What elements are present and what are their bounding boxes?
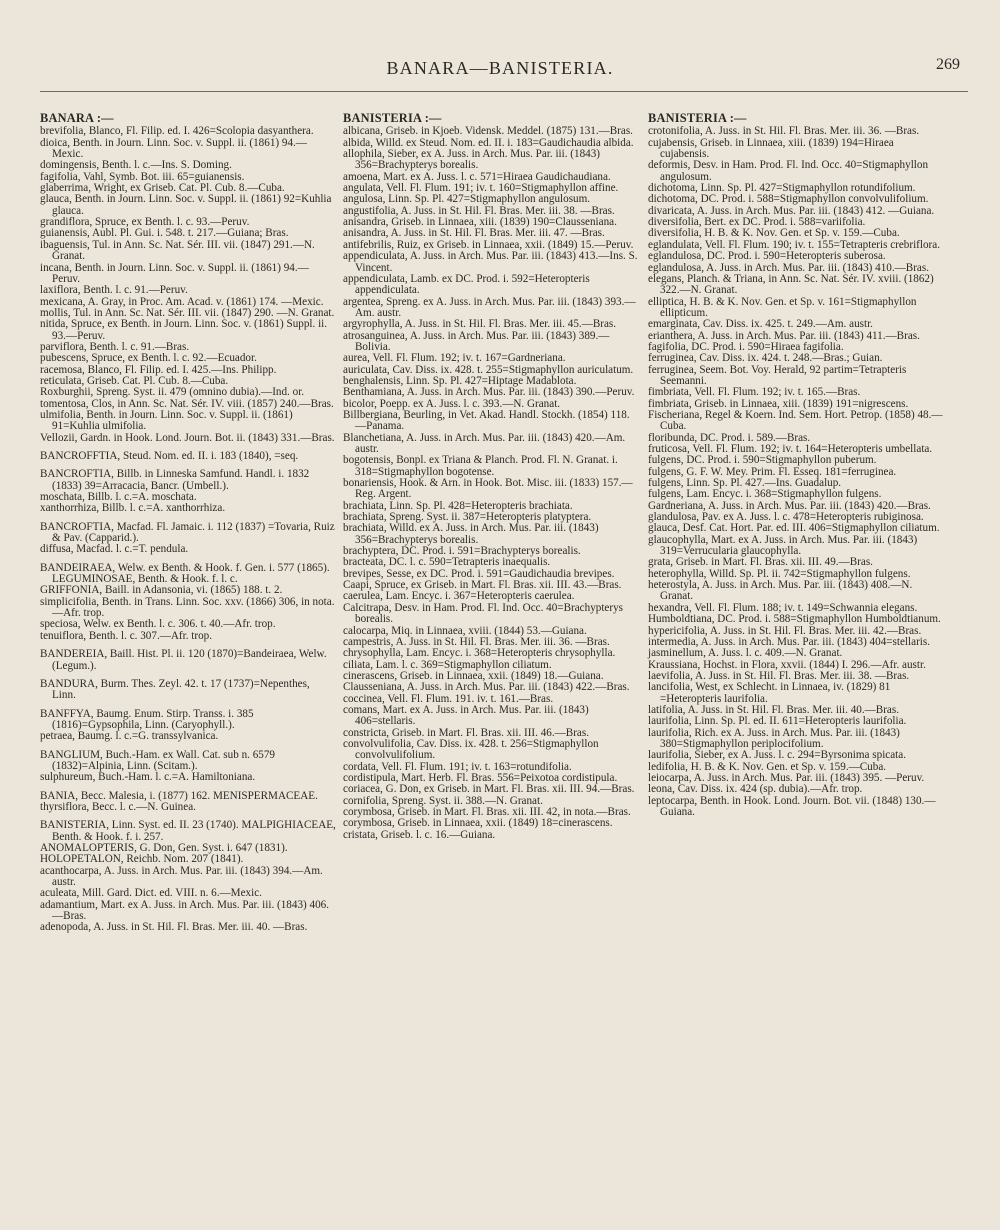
index-entry: benghalensis, Linn. Sp. Pl. 427=Hiptage Madablota. — [343, 374, 577, 387]
index-entry: Clausseniana, A. Juss. in Arch. Mus. Par. iii. (1843) 422.—Bras. — [343, 681, 630, 694]
index-entry: BANDURA, Burm. Thes. Zeyl. 42. t. 17 (1737)=Nepenthes, Linn. — [40, 677, 310, 702]
index-entry: Kraussiana, Hochst. in Flora, xxvii. (1844) I. 296.—Afr. austr. — [648, 658, 926, 671]
index-entry: albida, Willd. ex Steud. Nom. ed. II. i. 183=Gaudichaudia albida. — [343, 136, 634, 149]
index-entry: leona, Cav. Diss. ix. 424 (sp. dubia).—Afr. trop. — [648, 783, 863, 796]
index-entry: moschata, Billb. l. c.=A. moschata. — [40, 491, 197, 504]
index-entry: glaucophylla, Mart. ex A. Juss. in Arch. Mus. Par. iii. (1843) 319=Verrucularia glaucophylla. — [648, 533, 918, 558]
index-entry: xanthorrhiza, Billb. l. c.=A. xanthorrhiza. — [40, 502, 226, 515]
index-entry: fimbriata, Vell. Fl. Flum. 192; iv. t. 165.—Bras. — [648, 386, 861, 399]
index-entry: laxiflora, Benth. l. c. 91.—Peruv. — [40, 284, 188, 297]
page-number: 269 — [936, 56, 960, 73]
index-entry: ANOMALOPTERIS, G. Don, Gen. Syst. i. 647 (1831). — [40, 841, 288, 854]
index-entry: BANCROFFTIA, Steud. Nom. ed. II. i. 183 (1840), =seq. — [40, 450, 299, 463]
index-entry: cristata, Griseb. l. c. 16.—Guiana. — [343, 828, 496, 841]
index-entry: fagifolia, Vahl, Symb. Bot. iii. 65=guianensis. — [40, 170, 245, 183]
index-entry: coccinea, Vell. Fl. Flum. 191. iv. t. 161.—Bras. — [343, 692, 554, 705]
index-entry: simplicifolia, Benth. in Trans. Linn. Soc. xxv. (1866) 306, in nota.—Afr. trop. — [40, 595, 335, 620]
index-entry: bicolor, Poepp. ex A. Juss. l. c. 393.—N. Granat. — [343, 397, 561, 410]
index-entry: chrysophylla, Lam. Encyc. i. 368=Heteropteris chrysophylla. — [343, 647, 616, 660]
index-entry: glauca, Benth. in Journ. Linn. Soc. v. Suppl. ii. (1861) 92=Kuhlia glauca. — [40, 193, 332, 217]
index-entry: ferruginea, Seem. Bot. Voy. Herald, 92 partim=Tetrapteris Seemanni. — [648, 363, 907, 387]
index-entry: GRIFFONIA, Baill. in Adansonia, vi. (1865) 188. t. 2. — [40, 584, 283, 597]
index-entry: ulmifolia, Benth. in Journ. Linn. Soc. v. Suppl. ii. (1861) 91=Kuhlia ulmifolia. — [40, 408, 293, 433]
index-entry: pubescens, Spruce, ex Benth. l. c. 92.—Ecuador. — [40, 352, 257, 365]
index-entry: cinerascens, Griseb. in Linnaea, xxii. (1849) 18.—Guiana. — [343, 669, 604, 682]
index-entry: guianensis, Aubl. Pl. Gui. i. 548. t. 217.—Guiana; Bras. — [40, 227, 289, 240]
index-entry: bogotensis, Bonpl. ex Triana & Planch. Prod. Fl. N. Granat. i. 318=Stigmaphyllon bogotense. — [343, 454, 618, 478]
index-entry: elliptica, H. B. & K. Nov. Gen. et Sp. v. 161=Stigmaphyllon ellipticum. — [648, 295, 917, 319]
index-entry: divaricata, A. Juss. in Arch. Mus. Par. iii. (1843) 412. —Guiana. — [648, 204, 935, 217]
index-entry: Fischeriana, Regel & Koern. Ind. Sem. Hort. Petrop. (1858) 48.—Cuba. — [648, 408, 943, 433]
index-entry: appendiculata, A. Juss. in Arch. Mus. Par. iii. (1843) 413.—Ins. S. Vincent. — [343, 250, 638, 274]
index-entry: BANIA, Becc. Malesia, i. (1877) 162. MENISPERMACEAE. — [40, 789, 318, 802]
index-entry: emarginata, Cav. Diss. ix. 425. t. 249.—Am. austr. — [648, 318, 873, 331]
index-entry: BANFFYA, Baumg. Enum. Stirp. Transs. i. 385 (1816)=Gypsophila, Linn. (Caryophyll.). — [40, 707, 254, 731]
index-entry: glandulosa, Pav. ex A. Juss. l. c. 478=Heteropteris rubiginosa. — [648, 511, 924, 524]
index-entry: fagifolia, DC. Prod. i. 590=Hiraea fagifolia. — [648, 340, 844, 353]
index-entry: corymbosa, Griseb. in Mart. Fl. Bras. xii. III. 42, in nota.—Bras. — [343, 806, 631, 819]
index-entry: hypericifolia, A. Juss. in St. Hil. Fl. Bras. Mer. iii. 42.—Bras. — [648, 624, 922, 637]
index-entry: thyrsiflora, Becc. l. c.—N. Guinea. — [40, 800, 196, 813]
index-entry: fruticosa, Vell. Fl. Flum. 192; iv. t. 164=Heteropteris umbellata. — [648, 443, 933, 456]
index-entry: anisandra, A. Juss. in St. Hil. Fl. Bras. Mer. iii. 47. —Bras. — [343, 227, 605, 240]
index-entry: cornifolia, Spreng. Syst. ii. 388.—N. Granat. — [343, 794, 543, 807]
index-entry: floribunda, DC. Prod. i. 589.—Bras. — [648, 431, 811, 444]
index-entry: mexicana, A. Gray, in Proc. Am. Acad. v. (1861) 174. —Mexic. — [40, 295, 324, 308]
index-entry: albicana, Griseb. in Kjoeb. Vidensk. Meddel. (1875) 131.—Bras. — [343, 125, 633, 138]
index-entry: caerulea, Lam. Encyc. i. 367=Heteropteris caerulea. — [343, 590, 575, 603]
index-entry: angulosa, Linn. Sp. Pl. 427=Stigmaphyllon angulosum. — [343, 193, 591, 206]
index-entry: mollis, Tul. in Ann. Sc. Nat. Sér. III. vii. (1847) 290. —N. Granat. — [40, 306, 335, 319]
index-entry: fulgens, Linn. Sp. Pl. 427.—Ins. Guadalup. — [648, 477, 842, 490]
index-entry: glauca, Desf. Cat. Hort. Par. ed. III. 406=Stigmaphyllon ciliatum. — [648, 522, 940, 535]
index-entry: ciliata, Lam. l. c. 369=Stigmaphyllon ciliatum. — [343, 658, 552, 671]
index-entry: BANISTERIA, Linn. Syst. ed. II. 23 (1740). MALPIGHIACEAE, Benth. & Hook. f. i. 257. — [40, 819, 336, 843]
index-entry: Billbergiana, Beurling, in Vet. Akad. Handl. Stockh. (1854) 118.—Panama. — [343, 408, 630, 433]
column-2 — [343, 100, 639, 841]
section-heading: BANISTERIA :— — [648, 111, 747, 126]
index-entry: dichotoma, Linn. Sp. Pl. 427=Stigmaphyllon rotundifolium. — [648, 182, 916, 195]
index-entry: lancifolia, West, ex Schlecht. in Linnaea, iv. (1829) 81 =Heteropteris laurifolia. — [648, 681, 891, 705]
index-entry: calocarpa, Miq. in Linnaea, xviii. (1844) 53.—Guiana. — [343, 624, 587, 637]
index-entry: bracteata, DC. l. c. 590=Tetrapteris inaequalis. — [343, 556, 551, 569]
index-entry: speciosa, Welw. ex Benth. l. c. 306. t. 40.—Afr. trop. — [40, 618, 276, 631]
index-entry: incana, Benth. in Journ. Linn. Soc. v. Suppl. ii. (1861) 94.—Peruv. — [40, 261, 309, 285]
index-entry: diversifolia, H. B. & K. Nov. Gen. et Sp. v. 159.—Cuba. — [648, 227, 900, 240]
index-entry: grata, Griseb. in Mart. Fl. Bras. xii. III. 49.—Bras. — [648, 556, 873, 569]
index-entry: angulata, Vell. Fl. Flum. 191; iv. t. 160=Stigmaphyllon affine. — [343, 182, 619, 195]
section-heading: BANARA :— — [40, 111, 114, 126]
index-entry: atrosanguinea, A. Juss. in Arch. Mus. Par. iii. (1843) 389.—Bolivia. — [343, 329, 610, 353]
running-title: BANARA—BANISTERIA. — [386, 58, 614, 78]
section-heading: BANISTERIA :— — [343, 111, 442, 126]
index-entry: ledifolia, H. B. & K. Nov. Gen. et Sp. v. 159.—Cuba. — [648, 760, 887, 773]
index-entry: BANCROFTIA, Billb. in Linneska Samfund. Handl. i. 1832 (1833) 39=Arracacia, Bancr. (Umbell.). — [40, 468, 310, 492]
index-entry: aurea, Vell. Fl. Flum. 192; iv. t. 167=Gardneriana. — [343, 352, 566, 365]
index-entry: Humboldtiana, DC. Prod. i. 588=Stigmaphyllon Humboldtianum. — [648, 613, 941, 626]
index-entry: jasminellum, A. Juss. l. c. 409.—N. Granat. — [648, 647, 843, 660]
index-entry: leiocarpa, A. Juss. in Arch. Mus. Par. iii. (1843) 395. —Peruv. — [648, 771, 925, 784]
index-entry: laurifolia, Sieber, ex A. Juss. l. c. 294=Byrsonima spicata. — [648, 749, 907, 762]
index-entry: adenopoda, A. Juss. in St. Hil. Fl. Bras. Mer. iii. 40. —Bras. — [40, 921, 308, 934]
index-entry: bonariensis, Hook. & Arn. in Hook. Bot. Misc. iii. (1833) 157.—Reg. Argent. — [343, 477, 633, 501]
index-entry: grandiflora, Spruce, ex Benth. l. c. 93.—Peruv. — [40, 216, 250, 229]
index-entry: BANDEREIA, Baill. Hist. Pl. ii. 120 (1870)=Bandeiraea, Welw. (Legum.). — [40, 648, 327, 672]
index-entry: reticulata, Griseb. Cat. Pl. Cub. 8.—Cuba. — [40, 374, 229, 387]
index-entry: allophila, Sieber, ex A. Juss. in Arch. Mus. Par. iii. (1843) 356=Brachypterys borealis. — [343, 148, 601, 172]
index-entry: fulgens, DC. Prod. i. 590=Stigmaphyllon puberum. — [648, 454, 877, 467]
index-entry: appendiculata, Lamb. ex DC. Prod. i. 592=Heteropteris appendiculata. — [343, 272, 590, 297]
index-entry: cujabensis, Griseb. in Linnaea, xiii. (1839) 194=Hiraea cujabensis. — [648, 136, 894, 161]
index-entry: antifebrilis, Ruiz, ex Griseb. in Linnaea, xxii. (1849) 15.—Peruv. — [343, 238, 634, 251]
index-entry: constricta, Griseb. in Mart. Fl. Bras. xii. III. 46.—Bras. — [343, 726, 589, 739]
index-entry: tomentosa, Clos, in Ann. Sc. Nat. Sér. IV. viii. (1857) 240.—Bras. — [40, 397, 334, 410]
index-entry: Caapi, Spruce, ex Griseb. in Mart. Fl. Bras. xii. III. 43.—Bras. — [343, 579, 622, 592]
index-entry: cordistipula, Mart. Herb. Fl. Bras. 556=Peixotoa cordistipula. — [343, 771, 618, 784]
index-entry: petraea, Baumg. l. c.=G. transsylvanica. — [40, 730, 219, 743]
index-entry: aculeata, Mill. Gard. Dict. ed. VIII. n. 6.—Mexic. — [40, 887, 262, 900]
index-entry: ferruginea, Cav. Diss. ix. 424. t. 248.—Bras.; Guian. — [648, 352, 883, 365]
index-entry: sulphureum, Buch.-Ham. l. c.=A. Hamiltoniana. — [40, 771, 256, 784]
index-entry: BANCROFTIA, Macfad. Fl. Jamaic. i. 112 (1837) =Tovaria, Ruiz & Pav. (Capparid.). — [40, 520, 335, 545]
index-entry: Roxburghii, Spreng. Syst. ii. 479 (omnino dubia).—Ind. or. — [40, 386, 305, 399]
index-entry: elegans, Planch. & Triana, in Ann. Sc. Nat. Sér. IV. xviii. (1862) 322.—N. Granat. — [648, 272, 934, 297]
index-entry: parviflora, Benth. l. c. 91.—Bras. — [40, 340, 190, 353]
index-entry: comans, Mart. ex A. Juss. in Arch. Mus. Par. iii. (1843) 406=stellaris. — [343, 703, 589, 728]
index-entry: brevipes, Sesse, ex DC. Prod. i. 591=Gaudichaudia brevipes. — [343, 567, 615, 580]
index-entry: nitida, Spruce, ex Benth. in Journ. Linn. Soc. v. (1861) Suppl. ii. 93.—Peruv. — [40, 318, 328, 342]
index-entry: intermedia, A. Juss. in Arch. Mus. Par. iii. (1843) 404=stellaris. — [648, 635, 930, 648]
index-entry: anisandra, Griseb. in Linnaea, xiii. (1839) 190=Clausseniana. — [343, 216, 617, 229]
index-entry: laevifolia, A. Juss. in St. Hil. Fl. Bras. Mer. iii. 38. —Bras. — [648, 669, 910, 682]
index-entry: fulgens, G. F. W. Mey. Prim. Fl. Esseq. 181=ferruginea. — [648, 465, 897, 478]
column-3 — [648, 100, 944, 818]
index-entry: ibaguensis, Tul. in Ann. Sc. Nat. Sér. III. vii. (1847) 291.—N. Granat. — [40, 238, 315, 263]
index-entry: cordata, Vell. Fl. Flum. 191; iv. t. 163=rotundifolia. — [343, 760, 572, 773]
index-entry: BANGLIUM, Buch.-Ham. ex Wall. Cat. sub n. 6579 (1832)=Alpinia, Linn. (Scitam.). — [40, 748, 275, 772]
index-entry: auriculata, Cav. Diss. ix. 428. t. 255=Stigmaphyllon auriculatum. — [343, 363, 634, 376]
index-entry: Vellozii, Gardn. in Hook. Lond. Journ. Bot. ii. (1843) 331.—Bras. — [40, 431, 335, 444]
page-header — [0, 58, 1000, 84]
index-entry: laurifolia, Linn. Sp. Pl. ed. II. 611=Heteropteris laurifolia. — [648, 715, 907, 728]
index-entry: HOLOPETALON, Reichb. Nom. 207 (1841). — [40, 853, 244, 866]
index-entry: eglandulata, Vell. Fl. Flum. 190; iv. t. 155=Tetrapteris crebriflora. — [648, 238, 940, 251]
index-entry: brachiata, Willd. ex A. Juss. in Arch. Mus. Par. iii. (1843) 356=Brachypterys borealis. — [343, 522, 599, 546]
index-entry: eglandulosa, A. Juss. in Arch. Mus. Par. iii. (1843) 410.—Bras. — [648, 261, 929, 274]
index-entry: angustifolia, A. Juss. in St. Hil. Fl. Bras. Mer. iii. 38. —Bras. — [343, 204, 615, 217]
index-entry: acanthocarpa, A. Juss. in Arch. Mus. Par. iii. (1843) 394.—Am. austr. — [40, 864, 323, 889]
index-entry: heterophylla, Willd. Sp. Pl. ii. 742=Stigmaphyllon fulgens. — [648, 567, 911, 580]
index-entry: Blanchetiana, A. Juss. in Arch. Mus. Par. iii. (1843) 420.—Am. austr. — [343, 431, 626, 456]
index-entry: brachiata, Linn. Sp. Pl. 428=Heteropteris brachiata. — [343, 499, 573, 512]
index-entry: convolvulifolia, Cav. Diss. ix. 428. t. 256=Stigmaphyllon convolvulifolium. — [343, 737, 599, 762]
index-entry: tenuiflora, Benth. l. c. 307.—Afr. trop. — [40, 629, 213, 642]
index-entry: eglandulosa, DC. Prod. i. 590=Heteropteris suberosa. — [648, 250, 886, 263]
index-entry: corymbosa, Griseb. in Linnaea, xxii. (1849) 18=cinerascens. — [343, 817, 613, 830]
index-entry: erianthera, A. Juss. in Arch. Mus. Par. iii. (1843) 411.—Bras. — [648, 329, 920, 342]
index-entry: leptocarpa, Benth. in Hook. Lond. Journ. Bot. vii. (1848) 130.—Guiana. — [648, 794, 936, 819]
index-entry: deformis, Desv. in Ham. Prod. Fl. Ind. Occ. 40=Stigmaphyllon angulosum. — [648, 159, 929, 183]
index-entry: domingensis, Benth. l. c.—Ins. S. Doming. — [40, 159, 232, 172]
header-rule — [40, 91, 968, 92]
index-entry: BANDEIRAEA, Welw. ex Benth. & Hook. f. Gen. i. 577 (1865). LEGUMINOSAE, Benth. & Hook. f. l. c. — [40, 561, 330, 586]
index-entry: brevifolia, Blanco, Fl. Filip. ed. I. 426=Scolopia dasyanthera. — [40, 125, 314, 138]
index-entry: racemosa, Blanco, Fl. Filip. ed. I. 425.—Ins. Philipp. — [40, 363, 277, 376]
index-entry: adamantium, Mart. ex A. Juss. in Arch. Mus. Par. iii. (1843) 406.—Bras. — [40, 898, 330, 923]
index-entry: laurifolia, Rich. ex A. Juss. in Arch. Mus. Par. iii. (1843) 380=Stigmaphyllon periplocifolium. — [648, 726, 900, 750]
index-entry: diversifolia, Bert. ex DC. Prod. i. 588=variifolia. — [648, 216, 866, 229]
index-entry: fulgens, Lam. Encyc. i. 368=Stigmaphyllon fulgens. — [648, 488, 882, 501]
index-entry: argentea, Spreng. ex A. Juss. in Arch. Mus. Par. iii. (1843) 393.—Am. austr. — [343, 295, 636, 319]
index-entry: latifolia, A. Juss. in St. Hil. Fl. Bras. Mer. iii. 40.—Bras. — [648, 703, 899, 716]
index-entry: dioica, Benth. in Journ. Linn. Soc. v. Suppl. ii. (1861) 94.—Mexic. — [40, 136, 307, 161]
index-entry: Calcitrapa, Desv. in Ham. Prod. Fl. Ind. Occ. 40=Brachypterys borealis. — [343, 601, 623, 626]
index-entry: crotonifolia, A. Juss. in St. Hil. Fl. Bras. Mer. iii. 36. —Bras. — [648, 125, 920, 138]
index-entry: campestris, A. Juss. in St. Hil. Fl. Bras. Mer. iii. 36. —Bras. — [343, 635, 610, 648]
index-entry: fimbriata, Griseb. in Linnaea, xiii. (1839) 191=nigrescens. — [648, 397, 909, 410]
index-entry: Benthamiana, A. Juss. in Arch. Mus. Par. iii. (1843) 390.—Peruv. — [343, 386, 635, 399]
index-entry: dichotoma, DC. Prod. i. 588=Stigmaphyllon convolvulifolium. — [648, 193, 929, 206]
index-entry: brachyptera, DC. Prod. i. 591=Brachypterys borealis. — [343, 545, 581, 558]
index-entry: heterostyla, A. Juss. in Arch. Mus. Par. iii. (1843) 408.—N. Granat. — [648, 579, 913, 603]
index-entry: coriacea, G. Don, ex Griseb. in Mart. Fl. Bras. xii. III. 94.—Bras. — [343, 783, 635, 796]
index-entry: hexandra, Vell. Fl. Flum. 188; iv. t. 149=Schwannia elegans. — [648, 601, 918, 614]
index-entry: glaberrima, Wright, ex Griseb. Cat. Pl. Cub. 8.—Cuba. — [40, 182, 285, 195]
index-entry: argyrophylla, A. Juss. in St. Hil. Fl. Bras. Mer. iii. 45.—Bras. — [343, 318, 617, 331]
column-1 — [40, 100, 336, 934]
index-entry: brachiata, Spreng. Syst. ii. 387=Heteropteris platyptera. — [343, 511, 592, 524]
index-entry: diffusa, Macfad. l. c.=T. pendula. — [40, 543, 189, 556]
index-entry: Gardneriana, A. Juss. in Arch. Mus. Par. iii. (1843) 420.—Bras. — [648, 499, 931, 512]
index-entry: amoena, Mart. ex A. Juss. l. c. 571=Hiraea Gaudichaudiana. — [343, 170, 611, 183]
